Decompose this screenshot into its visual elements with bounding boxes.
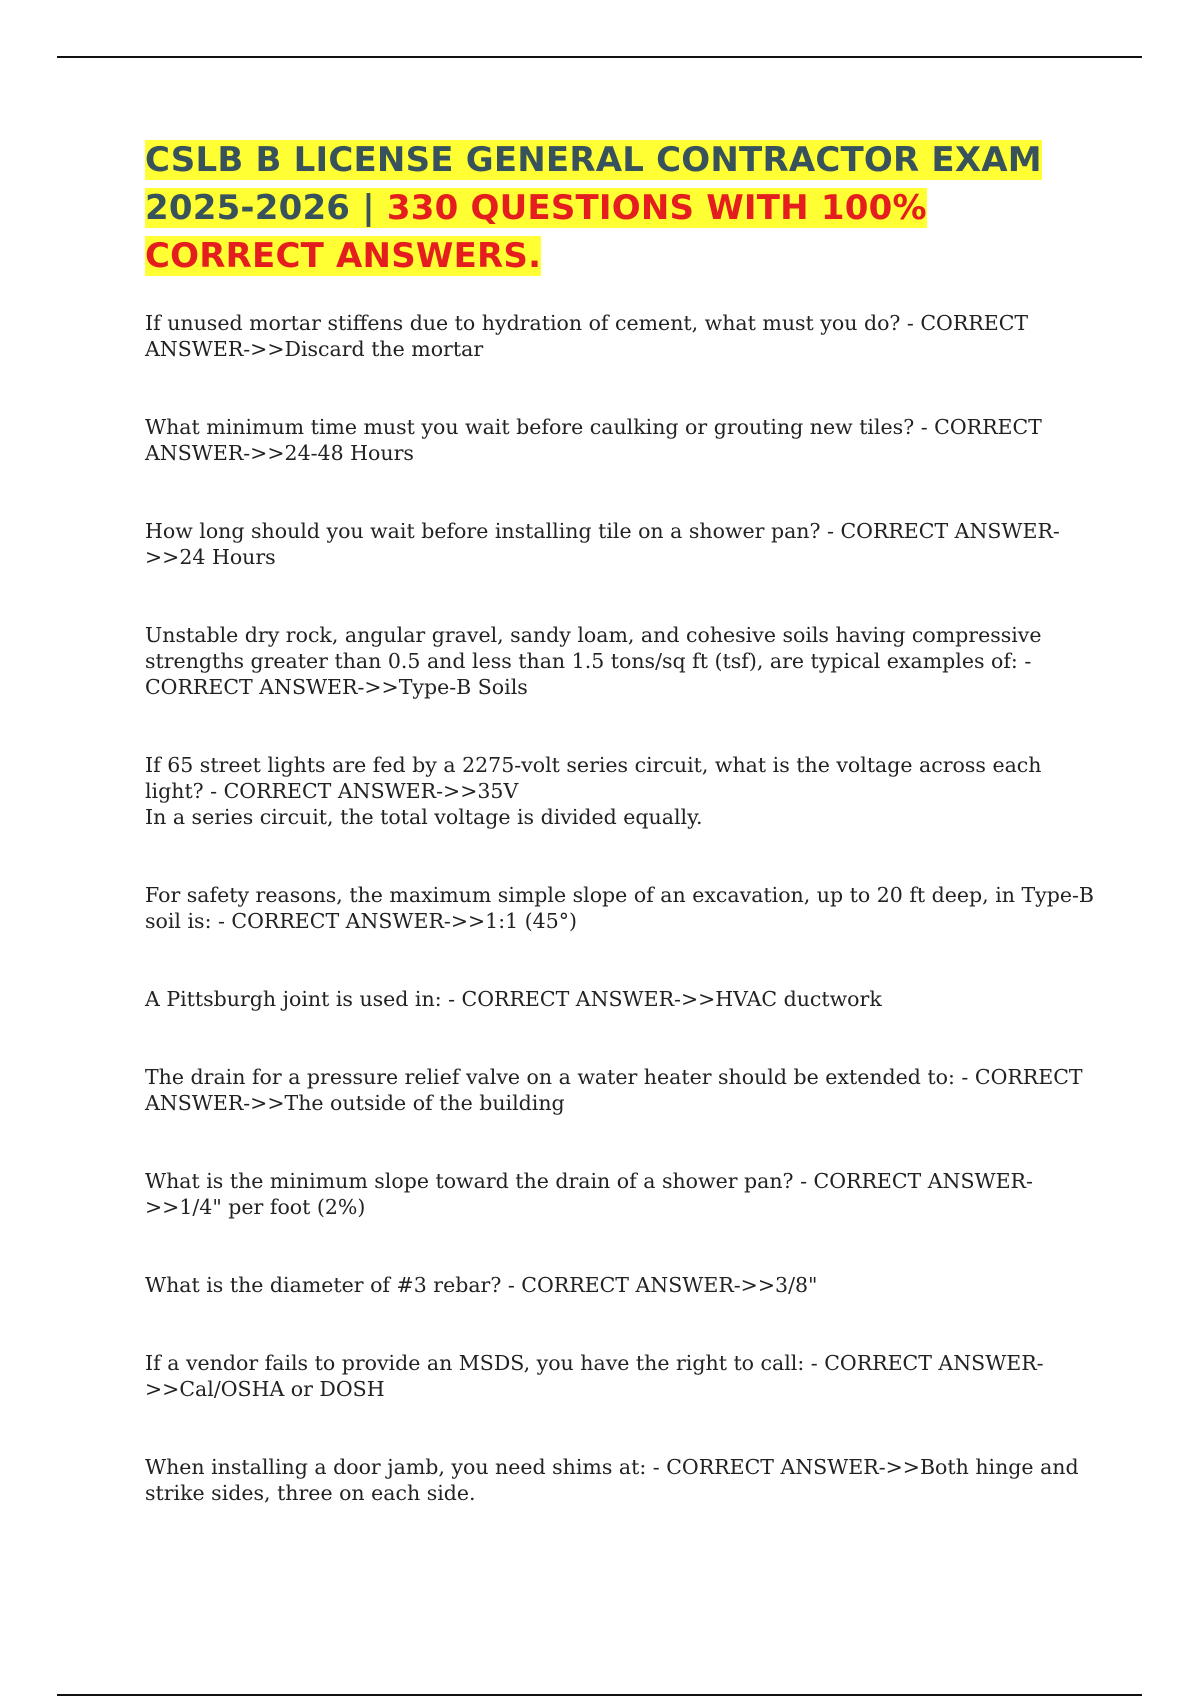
qa-item-12: When installing a door jamb, you need shims at: - CORRECT ANSWER->>Both hinge and strike sides, three on each side.: [145, 1455, 1079, 1505]
bottom-rule: [57, 1694, 1142, 1696]
qa-item-11: If a vendor fails to provide an MSDS, you have the right to call: - CORRECT ANSWER->>Cal/OSHA or DOSH: [145, 1351, 1044, 1401]
qa-item-9: What is the minimum slope toward the drain of a shower pan? - CORRECT ANSWER->>1/4" per foot (2%): [145, 1169, 1033, 1219]
top-rule: [57, 56, 1142, 58]
qa-item-5-note: In a series circuit, the total voltage is divided equally.: [145, 805, 703, 829]
qa-item-6: For safety reasons, the maximum simple slope of an excavation, up to 20 ft deep, in Type-B soil is: - CORRECT ANSWER->>1:1 (45°): [145, 883, 1094, 933]
qa-item-4: Unstable dry rock, angular gravel, sandy loam, and cohesive soils having compressive strengths greater than 0.5 and less than 1.5 tons/sq ft (tsf), are typical examples of: - CORRECT ANSWER->>Type-B Soils: [145, 623, 1042, 699]
qa-item-3: How long should you wait before installing tile on a shower pan? - CORRECT ANSWER->>24 Hours: [145, 519, 1060, 569]
document-title: [145, 136, 1095, 280]
title-part-1: CSLB B LICENSE GENERAL CONTRACTOR EXAM 2025-2026 |: [145, 140, 1042, 228]
qa-item-2: What minimum time must you wait before caulking or grouting new tiles? - CORRECT ANSWER->>24-48 Hours: [145, 415, 1042, 465]
qa-item-1: If unused mortar stiffens due to hydration of cement, what must you do? - CORRECT ANSWER->>Discard the mortar: [145, 311, 1029, 361]
qa-item-7: A Pittsburgh joint is used in: - CORRECT ANSWER->>HVAC ductwork: [145, 987, 882, 1011]
qa-item-5: [145, 752, 1095, 830]
qa-item-8: The drain for a pressure relief valve on a water heater should be extended to: - CORRECT ANSWER->>The outside of the building: [145, 1065, 1083, 1115]
qa-item-10: What is the diameter of #3 rebar? - CORRECT ANSWER->>3/8": [145, 1273, 818, 1297]
qa-item-5-text: If 65 street lights are fed by a 2275-volt series circuit, what is the voltage across each light? - CORRECT ANSWER->>35V: [145, 753, 1042, 803]
title-part-2: 330 QUESTIONS WITH 100% CORRECT ANSWERS.: [145, 188, 927, 276]
document-body: [145, 136, 1095, 1506]
